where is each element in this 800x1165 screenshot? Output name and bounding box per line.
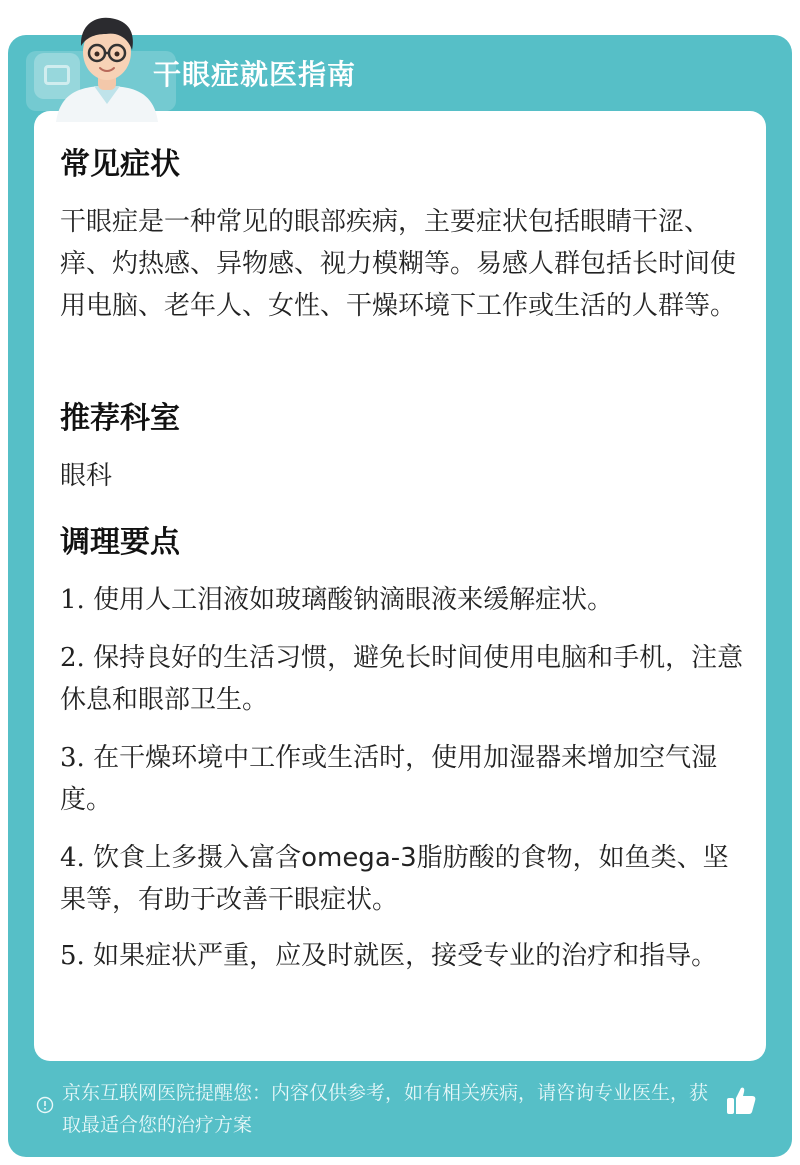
care-item [60,637,750,721]
care-item-number: 5. [60,941,85,971]
care-item [60,837,750,921]
care-item-number: 3. [60,743,85,773]
care-item [60,737,750,821]
care-item-number: 2. [60,643,85,673]
symptoms-text: 干眼症是一种常见的眼部疾病，主要症状包括眼睛干涩、痒、灼热感、异物感、视力模糊等。易感人群包括长时间使用电脑、老年人、女性、干燥环境下工作或生活的人群等。 [60,207,737,321]
care-item-text: 使用人工泪液如玻璃酸钠滴眼液来缓解症状。 [93,585,614,615]
info-icon [36,1096,54,1114]
thumbs-up-icon[interactable] [724,1084,758,1118]
care-item-number: 1. [60,585,85,615]
care-item-text: 保持良好的生活习惯，避免长时间使用电脑和手机，注意休息和眼部卫生。 [60,643,744,715]
care-item-text: 如果症状严重，应及时就医，接受专业的治疗和指导。 [93,941,718,971]
doctor-avatar-icon [48,12,166,122]
section-title-care: 调理要点 [60,525,180,560]
care-item-text: 在干燥环境中工作或生活时，使用加湿器来增加空气湿度。 [60,743,718,815]
content-card [34,111,766,1061]
care-item [60,935,750,977]
page-title: 干眼症就医指南 [153,58,357,91]
section-title-symptoms: 常见症状 [60,147,180,182]
guide-panel [8,35,792,1157]
section-title-department: 推荐科室 [60,401,180,436]
department-text: 眼科 [60,461,113,491]
footer-notice: 京东互联网医院提醒您：内容仅供参考，如有相关疾病，请咨询专业医生，获取最适合您的治疗方案 [62,1082,709,1136]
care-item [60,579,750,621]
care-item-text: 饮食上多摄入富含omega-3脂肪酸的食物，如鱼类、坚果等，有助于改善干眼症状。 [60,843,729,915]
care-item-number: 4. [60,843,85,873]
